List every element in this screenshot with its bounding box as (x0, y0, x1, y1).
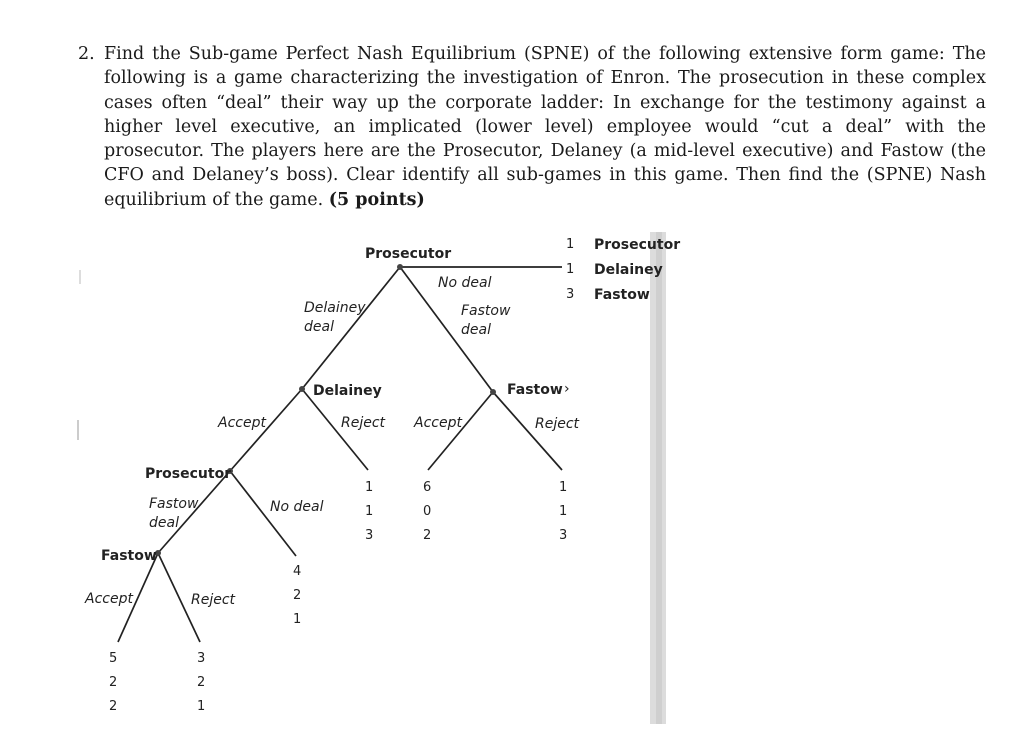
delainey-node (299, 386, 305, 392)
fastow2-accept-label: Accept (85, 591, 133, 607)
fastow-accept-branch (428, 392, 493, 470)
delainey-deal-label-line2: deal (304, 319, 334, 335)
delainey-reject-label: Reject (341, 415, 386, 431)
delainey-reject-payoff-2: 1 (365, 504, 374, 519)
prosecutor2-no-deal-payoff-3: 1 (293, 612, 302, 627)
root-no-deal-payoff-1: 1 (566, 237, 575, 252)
question-points: (5 points) (328, 189, 425, 210)
delainey-node-label: Delainey (313, 383, 382, 399)
fastow-reject-payoff-1: 1 (559, 480, 568, 495)
scan-tick-mark: › (564, 381, 570, 397)
fastow2-reject-payoff-2: 2 (197, 675, 206, 690)
root-no-deal-label: No deal (438, 275, 492, 291)
delainey-reject-payoff-1: 1 (365, 480, 374, 495)
delainey-deal-label-line1: Delainey (304, 300, 366, 316)
fastow2-accept-payoff-1: 5 (109, 651, 118, 666)
root-no-deal-payoff-2: 1 (566, 262, 575, 277)
fastow-node (490, 389, 496, 395)
root-no-deal-payoff-3: 3 (566, 287, 575, 302)
question-number: 2. (78, 44, 95, 64)
root-node-label: Prosecutor (365, 246, 452, 262)
fastow-reject-payoff-3: 3 (559, 528, 568, 543)
prosecutor2-no-deal-payoff-2: 2 (293, 588, 302, 603)
prosecutor2-fastow-deal-label-line1: Fastow (149, 496, 199, 512)
fastow-reject-label: Reject (535, 416, 580, 432)
legend-player-3: Fastow (594, 287, 650, 303)
fastow-accept-payoff-2: 0 (423, 504, 432, 519)
fastow2-reject-label: Reject (191, 592, 236, 608)
delainey-reject-payoff-3: 3 (365, 528, 374, 543)
fastow-deal-label-line2: deal (461, 322, 491, 338)
root-node (397, 264, 403, 270)
fastow2-reject-payoff-3: 1 (197, 699, 206, 714)
fastow2-accept-payoff-2: 2 (109, 675, 118, 690)
prosecutor2-fastow-deal-branch (158, 471, 230, 553)
fastow-node-label: Fastow (507, 382, 563, 398)
scan-shadow-core (656, 232, 662, 724)
fastow2-reject-payoff-1: 3 (197, 651, 206, 666)
fastow2-node-label: Fastow (101, 548, 157, 564)
prosecutor2-fastow-deal-label-line2: deal (149, 515, 179, 531)
fastow-accept-payoff-3: 2 (423, 528, 432, 543)
fastow-accept-label: Accept (414, 415, 462, 431)
legend-player-1: Prosecutor (594, 237, 681, 253)
question-text: Find the Sub-game Perfect Nash Equilibrium (SPNE) of the following extensive form game: The following is a game characterizing the investigation of Enron. The prosecution in these complex cases often “deal” their way up the corporate ladder: In exchange for the testimony against a higher level executive, an implicated (lower level) employee would “cut a deal” with the prosecutor. The players here are the Prosecutor, Delaney (a mid-level executive) and Fastow (the CFO and Delaney’s boss). Clear identify all sub-games in this game. Then find the (SPNE) Nash equilibrium of the game. (104, 44, 986, 210)
legend-player-2: Delainey (594, 262, 663, 278)
fastow-deal-label-line1: Fastow (461, 303, 511, 319)
fastow-accept-payoff-1: 6 (423, 480, 432, 495)
delainey-accept-label: Accept (218, 415, 266, 431)
fastow2-accept-payoff-3: 2 (109, 699, 118, 714)
prosecutor2-no-deal-label: No deal (270, 499, 324, 515)
prosecutor2-no-deal-payoff-1: 4 (293, 564, 302, 579)
prosecutor2-node-label: Prosecutor (145, 466, 232, 482)
fastow-reject-payoff-2: 1 (559, 504, 568, 519)
